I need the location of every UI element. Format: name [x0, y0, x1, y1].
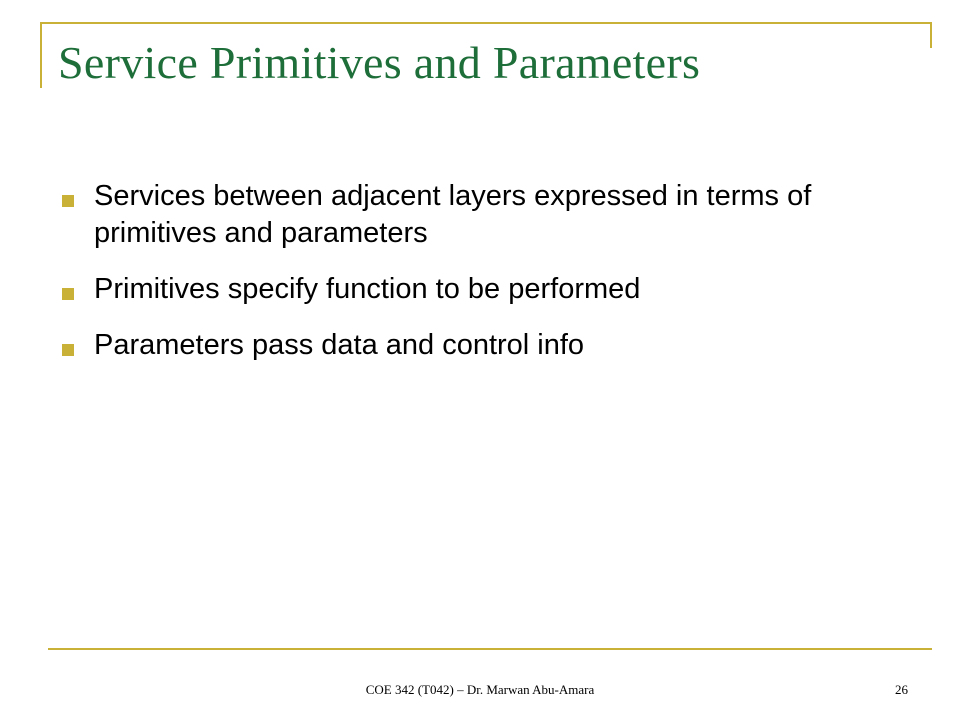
- page-number: 26: [895, 682, 908, 697]
- bullet-item: [62, 178, 902, 252]
- square-bullet-icon: [62, 344, 74, 356]
- bullet-text: Primitives specify function to be performed: [94, 273, 641, 305]
- bullet-list: [62, 178, 902, 383]
- footer-divider: [48, 648, 932, 650]
- bullet-text: Parameters pass data and control info: [94, 329, 585, 361]
- square-bullet-icon: [62, 288, 74, 300]
- slide-title: Service Primitives and Parameters: [58, 37, 701, 88]
- footer-text: COE 342 (T042) – Dr. Marwan Abu-Amara: [365, 682, 595, 697]
- frame-right-line: [930, 22, 932, 48]
- frame-left-line: [40, 22, 42, 88]
- bullet-item: [62, 271, 902, 308]
- bullet-item: [62, 327, 902, 364]
- bullet-text: Services between adjacent layers expressed in terms of primitives and parameters: [94, 180, 812, 249]
- frame-top-line: [40, 22, 932, 24]
- square-bullet-icon: [62, 195, 74, 207]
